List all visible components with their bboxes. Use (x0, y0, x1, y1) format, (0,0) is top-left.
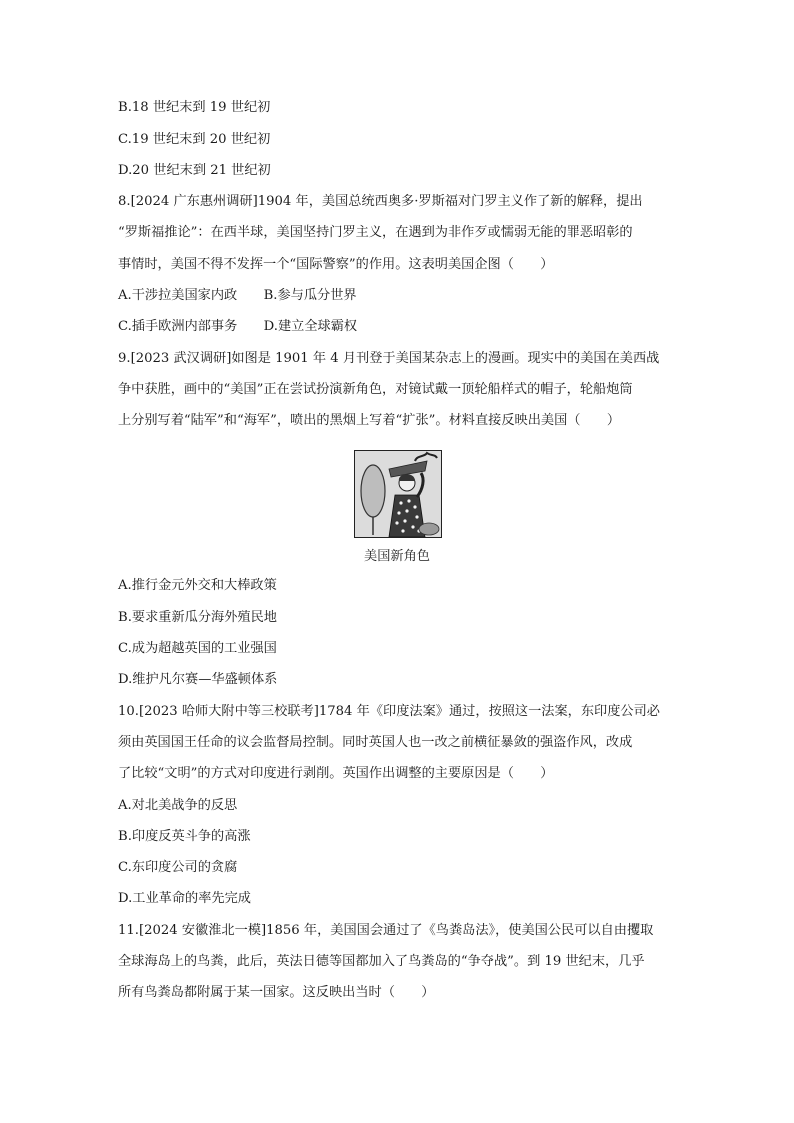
q9-stem-line-1: 9.[2023 武汉调研]如图是 1901 年 4 月刊登于美国某杂志上的漫画。现实中的美国在美西战 (118, 351, 660, 366)
q9-option-a: A.推行金元外交和大棒政策 (118, 578, 277, 593)
q7-option-d: D.20 世纪末到 21 世纪初 (118, 163, 271, 178)
cartoon-figure (354, 450, 442, 538)
q10-stem-line-1: 10.[2023 哈师大附中等三校联考]1784 年《印度法案》通过，按照这一法案，东印度公司必 (118, 704, 660, 719)
q8-options-row-1: A.干涉拉美国家内政 B.参与瓜分世界 (118, 288, 357, 303)
q10-option-c: C.东印度公司的贪腐 (118, 860, 238, 875)
q9-option-b: B.要求重新瓜分海外殖民地 (118, 610, 277, 625)
q11-stem-line-3: 所有鸟粪岛都附属于某一国家。这反映出当时（ ） (118, 985, 435, 1000)
figure-caption: 美国新角色 (364, 549, 430, 564)
q10-stem-line-2: 须由英国国王任命的议会监督局控制。同时英国人也一改之前横征暴敛的强盗作风，改成 (118, 735, 633, 750)
q10-option-d: D.工业革命的率先完成 (118, 891, 251, 906)
q7-option-c: C.19 世纪末到 20 世纪初 (118, 132, 271, 147)
q8-stem-line-2: “罗斯福推论”：在西半球，美国坚持门罗主义，在遇到为非作歹或懦弱无能的罪恶昭彰的 (118, 225, 633, 240)
q10-option-b: B.印度反英斗争的高涨 (118, 829, 251, 844)
q8-options-row-2: C.插手欧洲内部事务 D.建立全球霸权 (118, 319, 358, 334)
q9-stem-line-3: 上分别写着“陆军”和“海军”，喷出的黑烟上写着“扩张”。材料直接反映出美国（ ） (118, 413, 621, 428)
q8-stem-line-1: 8.[2024 广东惠州调研]1904 年，美国总统西奥多·罗斯福对门罗主义作了新的解释，提出 (118, 194, 643, 209)
q9-option-d: D.维护凡尔赛—华盛顿体系 (118, 672, 278, 687)
q10-option-a: A.对北美战争的反思 (118, 798, 238, 813)
mirror (361, 465, 385, 517)
q7-option-b: B.18 世纪末到 19 世纪初 (118, 100, 271, 115)
q8-stem-line-3: 事情时，美国不得不发挥一个“国际警察”的作用。这表明美国企图（ ） (118, 257, 554, 272)
q10-stem-line-3: 了比较“文明”的方式对印度进行剥削。英国作出调整的主要原因是（ ） (118, 766, 554, 781)
cartoon-illustration (355, 451, 441, 537)
q9-option-c: C.成为超越英国的工业强国 (118, 641, 277, 656)
q11-stem-line-2: 全球海岛上的鸟粪，此后，英法日德等国都加入了鸟粪岛的“争夺战”。到 19 世纪末，几乎 (118, 954, 645, 969)
q9-stem-line-2: 争中获胜，画中的“美国”正在尝试扮演新角色，对镜试戴一顶轮船样式的帽子，轮船炮筒 (118, 382, 633, 397)
q11-stem-line-1: 11.[2024 安徽淮北一模]1856 年，美国国会通过了《鸟粪岛法》，使美国公民可以自由攫取 (118, 923, 654, 938)
table-items (419, 523, 439, 535)
